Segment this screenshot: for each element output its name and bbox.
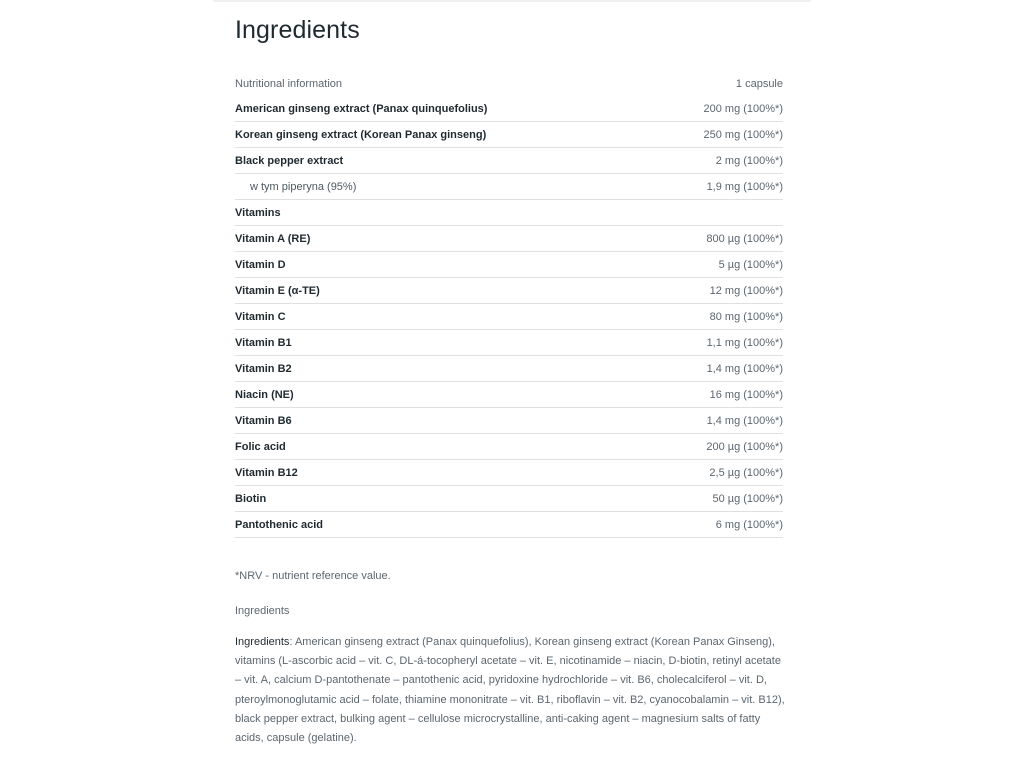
row-name: Vitamin B1 [235, 336, 292, 349]
row-name: Vitamin D [235, 258, 286, 271]
table-row [235, 330, 783, 356]
header-value: 1 capsule [735, 78, 783, 90]
nutrition-table [235, 72, 783, 538]
ingredients-label: Ingredients [235, 636, 290, 648]
ingredients-list: : American ginseng extract (Panax quinquefolius), Korean ginseng extract (Korean Panax Ginseng), vitamins (L-ascorbic acid – vit. C, DL-á-tocopheryl acetate – vit. E, nicotinamide – niacin, D-biotin, retinyl acetate – vit. A, calcium D-pantothenate – pantothenic acid, pyridoxine hydrochloride – vit. B6, cholecalciferol – vit. D, pteroylmonoglutamic acid – folate, thiamine mononitrate – vit. B1, riboflavin – vit. B2, cyanocobalamin – vit. B12), black pepper extract, bulking agent – cellulose microcrystalline, anti-caking agent – magnesium salts of fatty acids, capsule (gelatine). [235, 636, 785, 745]
table-row [235, 278, 783, 304]
row-name: Vitamin B6 [235, 414, 292, 427]
row-value: 80 mg (100%*) [709, 310, 783, 323]
row-value: 16 mg (100%*) [709, 388, 783, 401]
ingredients-section [235, 14, 783, 748]
row-name: w tym piperyna (95%) [250, 180, 357, 193]
row-value: 200 mg (100%*) [703, 102, 783, 115]
table-row [235, 96, 783, 122]
row-name: Korean ginseng extract (Korean Panax ginseng) [235, 128, 487, 141]
page-title: Ingredients [235, 16, 360, 44]
nrv-footnote: *NRV - nutrient reference value. [235, 570, 391, 582]
row-name: Vitamin A (RE) [235, 232, 311, 245]
row-value: 2,5 µg (100%*) [709, 466, 783, 479]
row-value: 2 mg (100%*) [715, 154, 783, 167]
row-value: 6 mg (100%*) [715, 518, 783, 531]
row-name: Biotin [235, 492, 267, 505]
table-row [235, 200, 783, 226]
ingredients-paragraph [235, 633, 787, 748]
table-row [235, 460, 783, 486]
table-row [235, 226, 783, 252]
row-name: Vitamins [235, 206, 281, 219]
table-row [235, 304, 783, 330]
row-value: 250 mg (100%*) [703, 128, 783, 141]
table-header [235, 72, 783, 96]
row-name: Vitamin B12 [235, 466, 298, 479]
row-value: 1,4 mg (100%*) [706, 362, 783, 375]
table-row [235, 382, 783, 408]
table-row [235, 148, 783, 174]
row-value: 200 µg (100%*) [706, 440, 783, 453]
row-value: 12 mg (100%*) [709, 284, 783, 297]
row-name: Pantothenic acid [235, 518, 324, 531]
row-value: 1,4 mg (100%*) [706, 414, 783, 427]
table-row [235, 486, 783, 512]
row-value: 5 µg (100%*) [718, 258, 783, 271]
row-name: Vitamin C [235, 310, 286, 323]
row-value: 50 µg (100%*) [712, 492, 783, 505]
table-row [235, 122, 783, 148]
header-name: Nutritional information [235, 78, 342, 90]
top-divider [213, 0, 811, 2]
row-value: 1,9 mg (100%*) [706, 180, 783, 193]
row-value: 1,1 mg (100%*) [706, 336, 783, 349]
row-name: Vitamin E (α-TE) [235, 284, 320, 297]
row-name: Black pepper extract [235, 154, 344, 167]
row-name: Folic acid [235, 440, 286, 453]
row-name: Vitamin B2 [235, 362, 292, 375]
ingredients-heading: Ingredients [235, 605, 290, 617]
table-row [235, 252, 783, 278]
row-value: 800 µg (100%*) [706, 232, 783, 245]
table-row [235, 356, 783, 382]
row-name: American ginseng extract (Panax quinquefolius) [235, 102, 488, 115]
table-row [235, 512, 783, 538]
table-row [235, 174, 783, 200]
row-name: Niacin (NE) [235, 388, 294, 401]
table-row [235, 434, 783, 460]
table-row [235, 408, 783, 434]
